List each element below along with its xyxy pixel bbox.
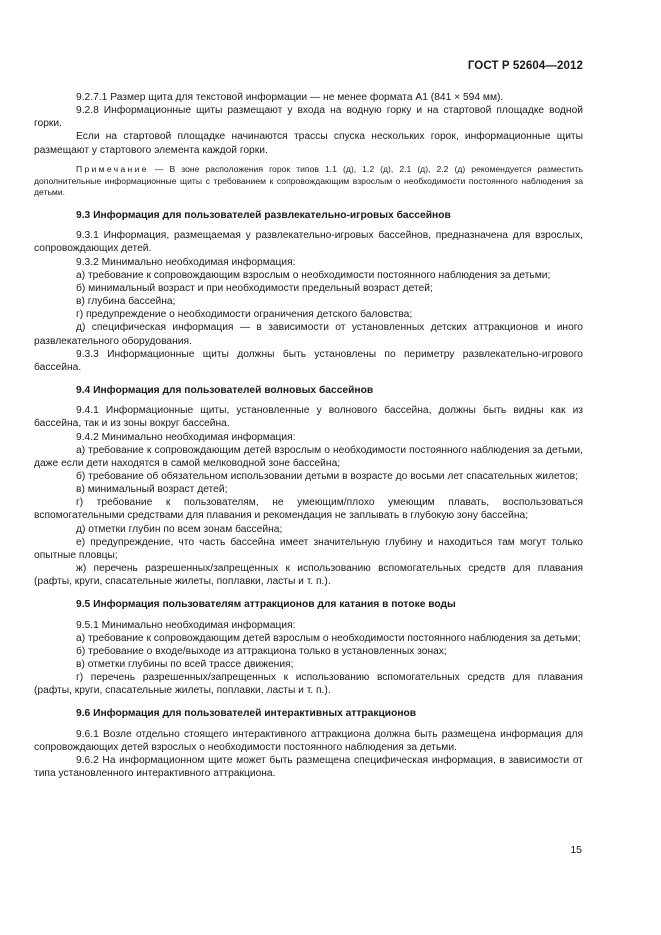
paragraph: Если на стартовой площадке начинаются трассы спуска нескольких горок, информационные щиты размещают у стартового элемента каждой горки. xyxy=(34,131,583,156)
list-item: б) требование об обязательном использовании детьми в возрасте до восьми лет спасательных жилетов; xyxy=(76,470,578,482)
list-item: в) минимальный возраст детей; xyxy=(76,484,228,496)
paragraph: 9.4.1 Информационные щиты, установленные у волнового бассейна, должны быть видны как из бассейна, так и из зоны вокруг бассейна. xyxy=(34,405,583,430)
list-item: г) перечень разрешенных/запрещенных к использованию вспомогательных средств для плавания (рафты, круги, спасательные жилеты, поплавки, ласты и т. п.). xyxy=(34,672,583,697)
paragraph: 9.6.1 Возле отдельно стоящего интерактивного аттракциона должна быть размещена информация для сопровождающих детей взрослых о необходимости постоянного наблюдения за детьми. xyxy=(34,728,583,753)
list-item: ж) перечень разрешенных/запрещенных к использованию вспомогательных средств для плавания (рафты, круги, спасательные жилеты, поплавки, ласты и т. п.). xyxy=(34,563,583,588)
list-item: а) требование к сопровождающим детей взрослым о необходимости постоянного наблюдения за детьми; xyxy=(76,632,581,644)
note xyxy=(34,164,583,199)
paragraph: 9.4.2 Минимально необходимая информация: xyxy=(76,431,296,443)
list-item: д) отметки глубин по всем зонам бассейна; xyxy=(76,523,283,535)
section-heading: 9.3 Информация для пользователей развлекательно-игровых бассейнов xyxy=(76,210,451,222)
list-item: г) требование к пользователям, не умеющим/плохо умеющим плавать, воспользоваться вспомогательными средствами для плавания и рекомендация не заплывать в глубокую зону бассейна; xyxy=(34,497,583,522)
list-item: б) требование о входе/выходе из аттракциона только в установленных зонах; xyxy=(76,645,447,657)
list-item: е) предупреждение, что часть бассейна имеет значительную глубину и находиться там могут только опытные пловцы; xyxy=(34,536,583,561)
page-content xyxy=(34,91,583,780)
paragraph: 9.3.2 Минимально необходимая информация: xyxy=(76,256,296,268)
list-item: а) требование к сопровождающим взрослым о необходимости постоянного наблюдения за детьми; xyxy=(76,269,551,281)
list-item: б) минимальный возраст и при необходимости предельный возраст детей; xyxy=(76,282,433,294)
list-item: г) предупреждение о необходимости ограничения детского баловства; xyxy=(76,309,413,321)
note-text: — В зоне расположения горок типов 1.1 (д), 1.2 (д), 2.1 (д), 2.2 (д) рекомендуется разместить дополнительные информационные щиты с требованием к сопровождающим взрослым о необходимости постоянного наблюдения за детьми. xyxy=(34,163,583,198)
paragraph: 9.5.1 Минимально необходимая информация: xyxy=(76,619,296,631)
list-item: д) специфическая информация — в зависимости от установленных детских аттракционов и иного развлекательного оборудования. xyxy=(34,322,583,347)
section-heading: 9.6 Информация для пользователей интерактивных аттракционов xyxy=(76,708,417,720)
page-number: 15 xyxy=(570,844,582,856)
paragraph: 9.2.8 Информационные щиты размещают у входа на водную горку и на стартовой площадке водной горки. xyxy=(34,105,583,130)
paragraph: 9.6.2 На информационном щите может быть размещена специфическая информация, в зависимости от типа установленного интерактивного аттракциона. xyxy=(34,754,583,780)
list-item: а) требование к сопровождающим детей взрослым о необходимости постоянного наблюдения за детьми, даже если дети находятся в самой мелководной зоне бассейна; xyxy=(34,444,583,469)
section-heading: 9.5 Информация пользователям аттракционов для катания в потоке воды xyxy=(76,599,456,611)
list-item: в) глубина бассейна; xyxy=(76,296,176,308)
list-item: в) отметки глубины по всей трассе движения; xyxy=(76,659,294,671)
section-heading: 9.4 Информация для пользователей волновых бассейнов xyxy=(76,385,374,397)
paragraph: 9.2.7.1 Размер щита для текстовой информации — не менее формата А1 (841 × 594 мм). xyxy=(76,92,504,103)
note-lead: Примечание xyxy=(76,163,149,174)
paragraph: 9.3.1 Информация, размещаемая у развлекательно-игровых бассейнов, предназначена для взрослых, сопровождающих детей. xyxy=(34,230,583,255)
document-code: ГОСТ Р 52604—2012 xyxy=(467,60,583,72)
paragraph: 9.3.3 Информационные щиты должны быть установлены по периметру развлекательно-игрового бассейна. xyxy=(34,348,583,373)
